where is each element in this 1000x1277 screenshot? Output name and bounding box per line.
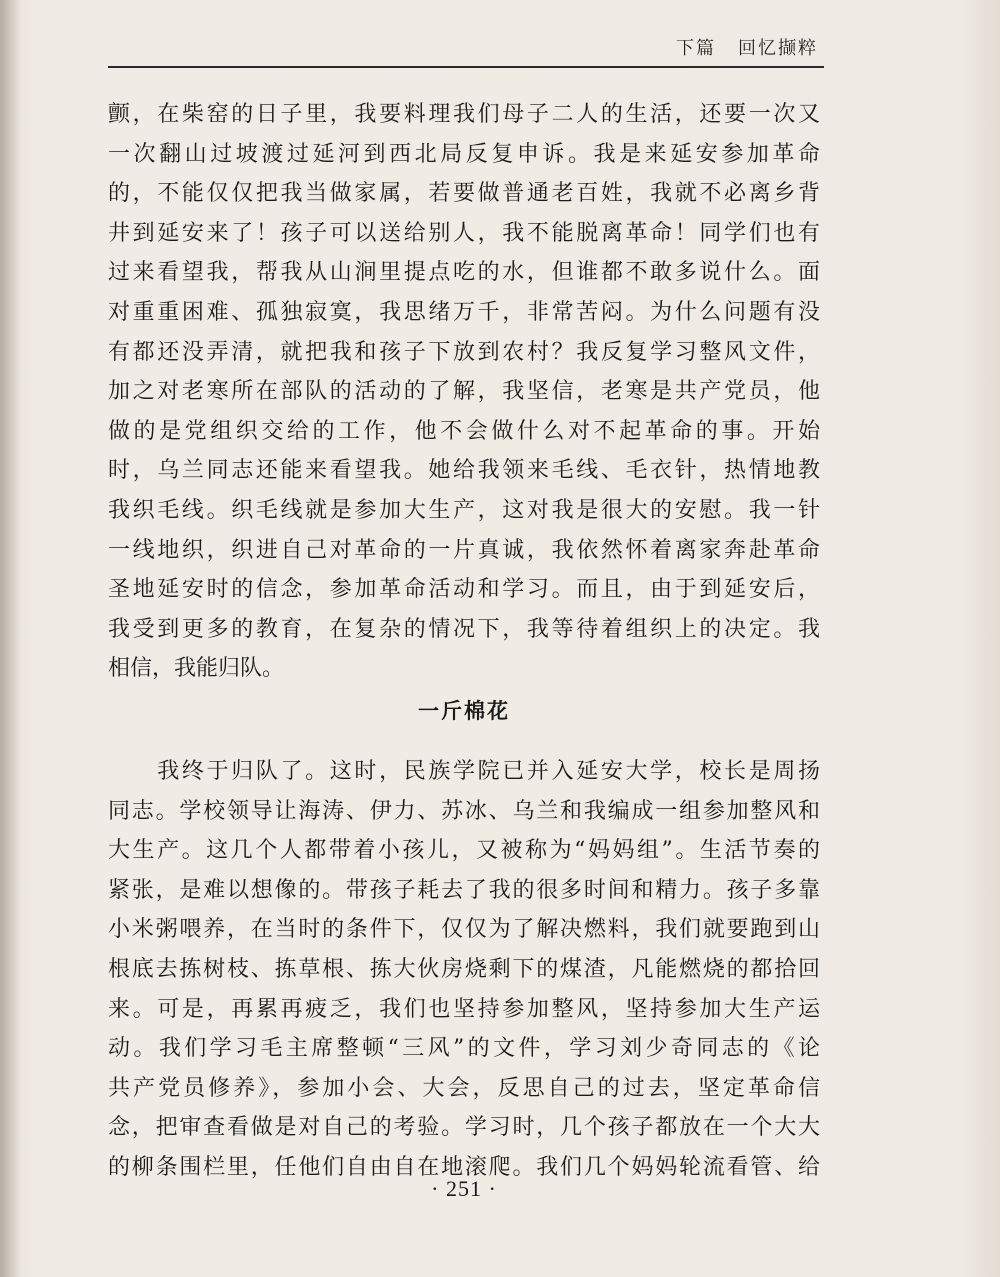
section-title: 一斤棉花 bbox=[418, 699, 510, 723]
text-line: 共产党员修养》，参加小会、大会，反思自己的过去，坚定革命信 bbox=[108, 1075, 820, 1101]
text-line: 圣地延安时的信念，参加革命活动和学习。而且，由于到延安后， bbox=[108, 577, 820, 603]
text-line: 根底去拣树枝、拣草根、拣大伙房烧剩下的煤渣，凡能燃烧的都拾回 bbox=[108, 956, 820, 982]
text-line: 我终于归队了。这时，民族学院已并入延安大学，校长是周扬 bbox=[108, 759, 820, 784]
text-line: 小米粥喂养，在当时的条件下，仅仅为了解决燃料，我们就要跑到山 bbox=[108, 917, 820, 943]
text-line: 紧张，是难以想像的。带孩子耗去了我的很多时间和精力。孩子多靠 bbox=[108, 877, 820, 903]
spine-shadow bbox=[0, 0, 22, 1277]
text-line: 一线地织，织进自己对革命的一片真诚，我依然怀着离家奔赴革命 bbox=[108, 537, 820, 563]
text-line: 对重重困难、孤独寂寞，我思绪万千，非常苦闷。为什么问题有没 bbox=[108, 299, 820, 325]
running-header bbox=[108, 32, 824, 68]
text-line: 一次翻山过坡渡过延河到西北局反复申诉。我是来延安参加革命 bbox=[108, 141, 820, 167]
header-title: 回忆撷粹 bbox=[738, 38, 818, 59]
text-line: 井到延安来了！孩子可以送给别人，我不能脱离革命！同学们也有 bbox=[108, 220, 820, 246]
text-line: 加之对老寒所在部队的活动的了解，我坚信，老寒是共产党员，他 bbox=[108, 379, 820, 405]
header-text bbox=[676, 34, 818, 60]
text-line: 相信，我能归队。 bbox=[108, 656, 285, 682]
text-line: 颤，在柴窑的日子里，我要料理我们母子二人的生活，还要一次又 bbox=[108, 102, 820, 127]
text-line: 来。可是，再累再疲乏，我们也坚持参加整风，坚持参加大生产运 bbox=[108, 996, 820, 1022]
text-line: 念，把审查看做是对自己的考验。学习时，几个孩子都放在一个大大 bbox=[108, 1115, 820, 1141]
text-line: 的柳条围栏里，任他们自由自在地滚爬。我们几个妈妈轮流看管、给 bbox=[108, 1154, 820, 1180]
text-line: 我受到更多的教育，在复杂的情况下，我等待着组织上的决定。我 bbox=[108, 616, 820, 642]
text-line: 同志。学校领导让海涛、伊力、苏冰、乌兰和我编成一组参加整风和 bbox=[108, 798, 820, 824]
text-line: 有都还没弄清，就把我和孩子下放到农村？我反复学习整风文件， bbox=[108, 339, 820, 365]
text-line: 做的是党组织交给的工作，他不会做什么对不起革命的事。开始 bbox=[108, 418, 820, 444]
page-number: · 251 · bbox=[431, 1176, 497, 1201]
paragraph-2 bbox=[108, 752, 820, 1188]
text-line: 大生产。这几个人都带着小孩儿，又被称为“妈妈组”。生活节奏的 bbox=[108, 838, 820, 864]
text-line: 时，乌兰同志还能来看望我。她给我领来毛线、毛衣针，热情地教 bbox=[108, 458, 820, 484]
text-line: 我织毛线。织毛线就是参加大生产，这对我是很大的安慰。我一针 bbox=[108, 497, 820, 523]
text-line: 动。我们学习毛主席整顿“三风”的文件，学习刘少奇同志的《论 bbox=[108, 1036, 820, 1062]
text-line: 的，不能仅仅把我当做家属，若要做普通老百姓，我就不必离乡背 bbox=[108, 181, 820, 207]
header-rule bbox=[108, 66, 824, 68]
header-part: 下篇 bbox=[676, 38, 716, 59]
paragraph-1 bbox=[108, 95, 820, 689]
text-line: 过来看望我，帮我从山涧里提点吃的水，但谁都不敢多说什么。面 bbox=[108, 260, 820, 286]
